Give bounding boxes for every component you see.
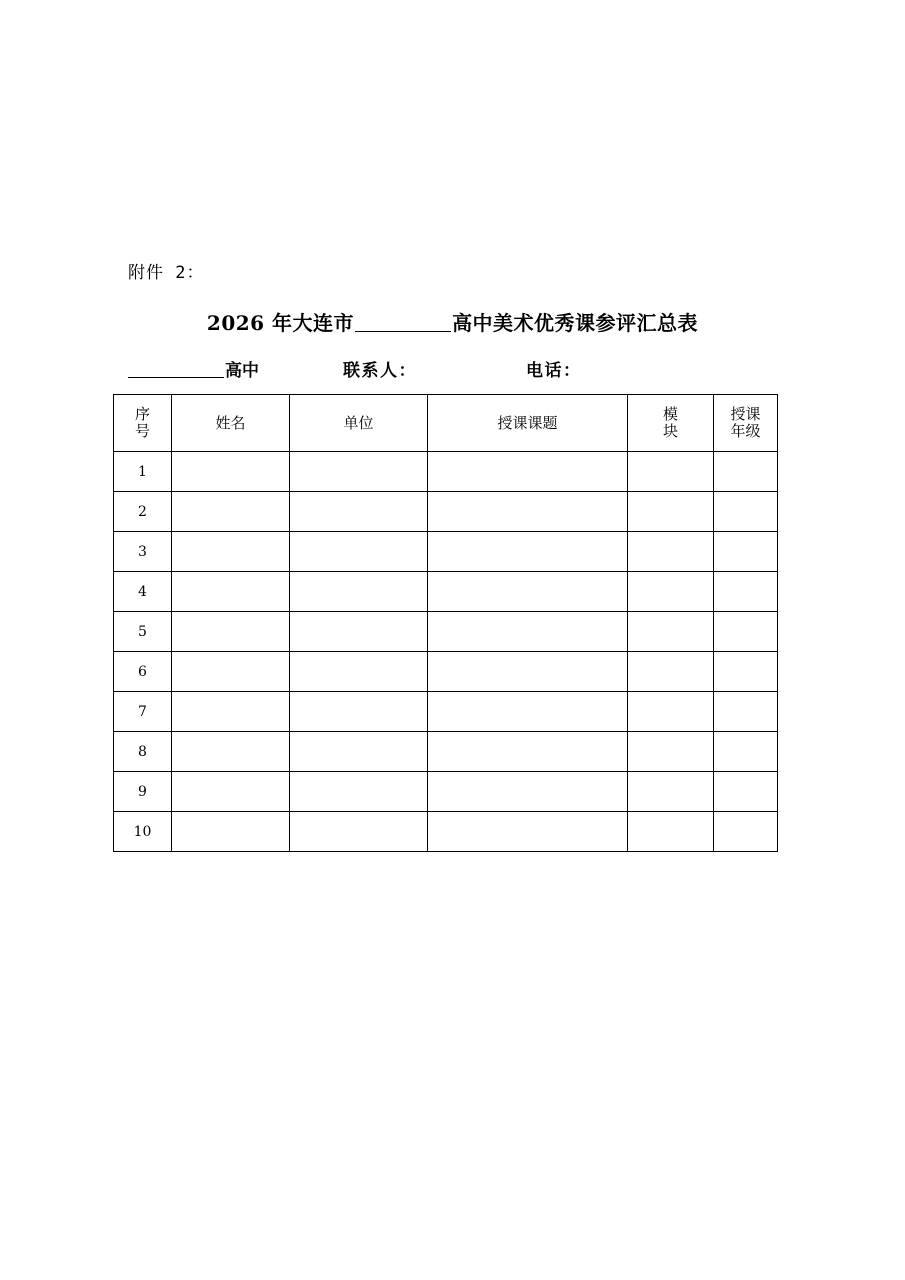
cell-module[interactable] <box>628 572 714 612</box>
table-row <box>114 812 778 852</box>
cell-unit[interactable] <box>290 772 428 812</box>
cell-grade[interactable] <box>714 452 778 492</box>
cell-grade[interactable] <box>714 652 778 692</box>
form-meta-row <box>128 356 788 382</box>
column-header-grade-line1: 授课 <box>730 404 761 423</box>
cell-topic[interactable] <box>428 452 628 492</box>
table-row <box>114 452 778 492</box>
cell-name[interactable] <box>172 492 290 532</box>
column-header-unit: 单位 <box>290 395 428 452</box>
table-row <box>114 652 778 692</box>
page-title-prefix: 2026 年大连市 <box>206 311 355 335</box>
cell-index: 5 <box>114 612 172 652</box>
cell-topic[interactable] <box>428 772 628 812</box>
column-header-topic: 授课课题 <box>428 395 628 452</box>
cell-module[interactable] <box>628 732 714 772</box>
cell-unit[interactable] <box>290 812 428 852</box>
cell-topic[interactable] <box>428 692 628 732</box>
cell-topic[interactable] <box>428 812 628 852</box>
cell-index: 10 <box>114 812 172 852</box>
attachment-label: 附件 2： <box>128 263 205 283</box>
cell-grade[interactable] <box>714 692 778 732</box>
table-row <box>114 492 778 532</box>
cell-name[interactable] <box>172 532 290 572</box>
column-header-module <box>628 395 714 452</box>
table-header-row <box>114 395 778 452</box>
cell-unit[interactable] <box>290 732 428 772</box>
cell-index: 8 <box>114 732 172 772</box>
cell-topic[interactable] <box>428 492 628 532</box>
cell-module[interactable] <box>628 772 714 812</box>
cell-module[interactable] <box>628 812 714 852</box>
cell-topic[interactable] <box>428 572 628 612</box>
cell-unit[interactable] <box>290 532 428 572</box>
cell-name[interactable] <box>172 652 290 692</box>
column-header-grade <box>714 395 778 452</box>
cell-name[interactable] <box>172 572 290 612</box>
table-row <box>114 732 778 772</box>
cell-grade[interactable] <box>714 772 778 812</box>
cell-module[interactable] <box>628 692 714 732</box>
page-title-suffix: 高中美术优秀课参评汇总表 <box>452 311 699 335</box>
cell-grade[interactable] <box>714 612 778 652</box>
page-title <box>0 307 905 336</box>
table-row <box>114 572 778 612</box>
cell-grade[interactable] <box>714 732 778 772</box>
school-field <box>128 356 259 381</box>
cell-grade[interactable] <box>714 812 778 852</box>
cell-module[interactable] <box>628 452 714 492</box>
cell-module[interactable] <box>628 652 714 692</box>
cell-index: 9 <box>114 772 172 812</box>
cell-grade[interactable] <box>714 572 778 612</box>
cell-topic[interactable] <box>428 652 628 692</box>
column-header-module-line1: 模 <box>662 404 678 423</box>
cell-name[interactable] <box>172 692 290 732</box>
cell-module[interactable] <box>628 532 714 572</box>
school-suffix-label: 高中 <box>225 361 259 381</box>
table-row <box>114 612 778 652</box>
table-row <box>114 772 778 812</box>
cell-grade[interactable] <box>714 492 778 532</box>
cell-module[interactable] <box>628 492 714 532</box>
column-header-index <box>114 395 172 452</box>
school-blank-line[interactable] <box>128 377 224 378</box>
column-header-grade-line2: 年级 <box>730 422 761 440</box>
title-blank-line <box>355 331 451 332</box>
cell-unit[interactable] <box>290 452 428 492</box>
cell-name[interactable] <box>172 732 290 772</box>
cell-unit[interactable] <box>290 492 428 532</box>
summary-table <box>113 394 778 852</box>
cell-index: 3 <box>114 532 172 572</box>
cell-unit[interactable] <box>290 692 428 732</box>
cell-unit[interactable] <box>290 652 428 692</box>
cell-grade[interactable] <box>714 532 778 572</box>
cell-name[interactable] <box>172 772 290 812</box>
cell-index: 2 <box>114 492 172 532</box>
cell-name[interactable] <box>172 452 290 492</box>
column-header-index-line2: 号 <box>134 422 150 440</box>
table-row <box>114 692 778 732</box>
cell-index: 7 <box>114 692 172 732</box>
cell-index: 1 <box>114 452 172 492</box>
contact-label: 联系人： <box>343 361 417 381</box>
cell-index: 4 <box>114 572 172 612</box>
cell-module[interactable] <box>628 612 714 652</box>
cell-topic[interactable] <box>428 612 628 652</box>
cell-topic[interactable] <box>428 532 628 572</box>
column-header-module-line2: 块 <box>662 422 678 440</box>
cell-index: 6 <box>114 652 172 692</box>
cell-unit[interactable] <box>290 612 428 652</box>
phone-label: 电话： <box>526 361 582 381</box>
cell-topic[interactable] <box>428 732 628 772</box>
table-row <box>114 532 778 572</box>
cell-name[interactable] <box>172 812 290 852</box>
column-header-index-line1: 序 <box>134 404 150 423</box>
column-header-name: 姓名 <box>172 395 290 452</box>
cell-unit[interactable] <box>290 572 428 612</box>
cell-name[interactable] <box>172 612 290 652</box>
